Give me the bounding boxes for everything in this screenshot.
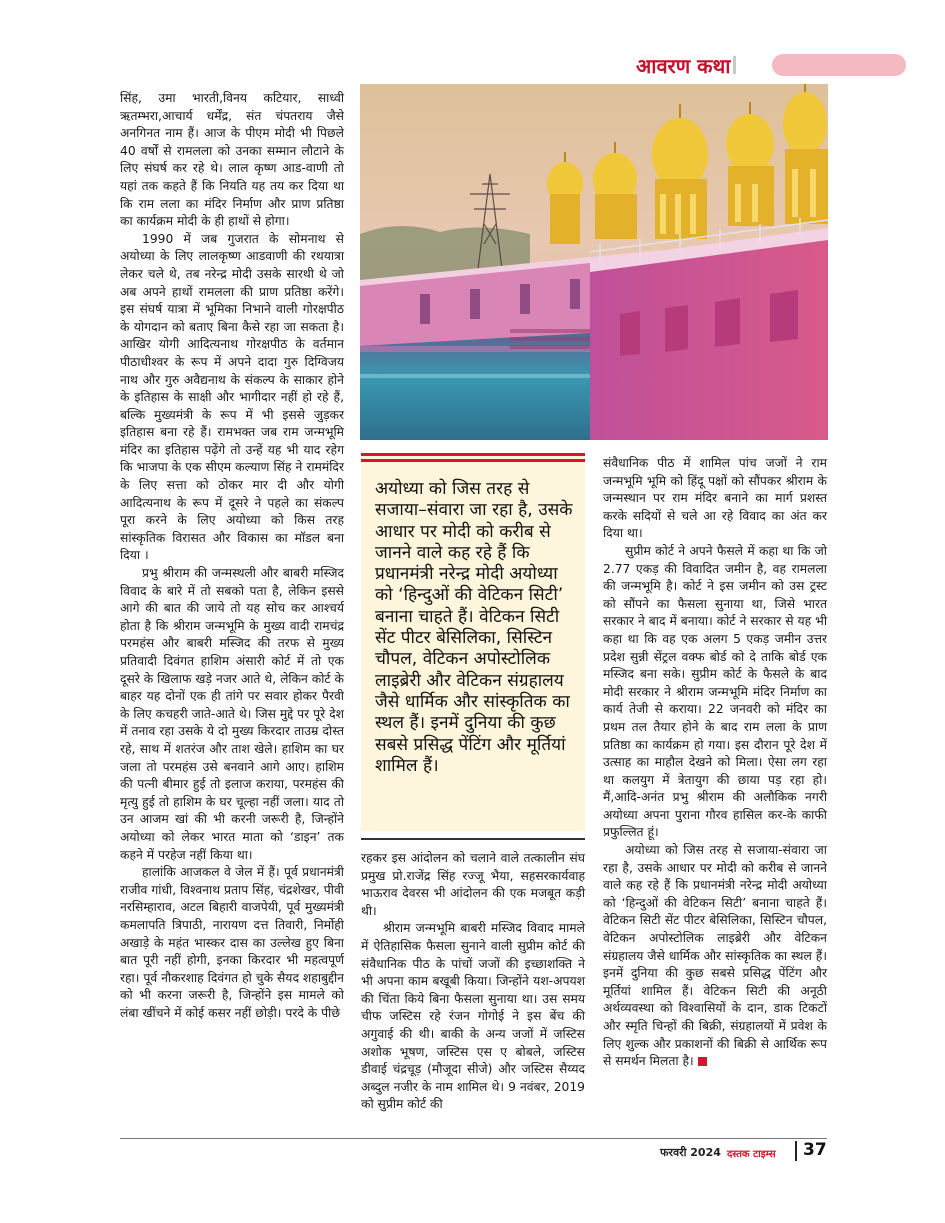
paragraph: 1990 में जब गुजरात के सोमनाथ से अयोध्या के लिए लालकृष्ण आडवाणी की रथयात्रा लेकर चले थे, तब नरेन्द्र मोदी उसके सारथी थे जो अब अपने हाथों रामलला की प्राण प्रतिष्ठा करेंगे। इस संघर्ष यात्रा में भूमिका निभाने वाली गोरक्षपीठ के योगदान को बताए बिना कैसे रहा जा सकता है। आखिर योगी आदित्यनाथ गोरक्षपीठ के वर्तमान पीठाधीश्वर के रूप में अपने दादा गुरु दिग्विजय नाथ और गुरु अवैद्यनाथ के संकल्प के साकार होने के इतिहास के साक्षी और भागीदार नहीं हो रहे हैं, बल्कि मुख्यमंत्री के रूप में भी इससे जुड़कर इतिहास बना रहे हैं। रामभक्त जब राम जन्मभूमि मंदिर का इतिहास पढ़ेंगे तो उन्हें यह भी याद रहेग कि भाजपा के एक सीएम कल्याण सिंह ने राममंदिर के लिए सत्ता को ठोकर मार दी और योगी आदित्यनाथ के रूप में दूसरे ने पहले का संकल्प पूरा करने के लिए अयोध्या को किस तरह सांस्कृतिक विरासत और विकास का मॉडल बना दिया । — [120, 231, 344, 563]
paragraph: संवैधानिक पीठ में शामिल पांच जजों ने राम जन्मभूमि भूमि को हिंदू पक्षों को सौंपकर श्रीराम के जन्मस्थान पर राम मंदिर बनाने का मार्ग प्रशस्त करके सदियों से चले आ रहे विवाद का अंत कर दिया था। — [603, 456, 827, 541]
paragraph: रहकर इस आंदोलन को चलाने वाले तत्कालीन संघ प्रमुख प्रो.राजेंद्र सिंह रज्जू भैया, सहसरकार्यवाह भाऊराव देवरस भी आंदोलन की एक मजबूत कड़ी थी। — [361, 851, 585, 918]
paragraph: श्रीराम जन्मभूमि बाबरी मस्जिद विवाद मामले में ऐतिहासिक फैसला सुनाने वाली सुप्रीम कोर्ट की संवैधानिक पीठ के पांचों जजों की इच्छाशक्ति ने भी अपना काम बखूबी किया। जिन्होंने यश-अपयश की चिंता किये बिना फैसला सुनाया था। उस समय चीफ जस्टिस रहे रंजन गोगोई ने इस बेंच की अगुवाई की थी। बाकी के अन्य जजों में जस्टिस अशोक भूषण, जस्टिस एस ए बोबले, जस्टिस डीवाई चंद्रचूड़ (मौजूदा सीजे) और जस्टिस सैय्यद अब्दुल नजीर के नाम शामिल थे। 9 नवंबर, 2019 को सुप्रीम कोर्ट की — [361, 921, 585, 1112]
section-tab-decoration — [772, 54, 906, 76]
end-mark-icon — [698, 1057, 707, 1066]
footer-separator — [795, 1141, 797, 1161]
paragraph: सिंह, उमा भारती,विनय कटियार, साध्वी ऋतम्भरा,आचार्य धर्मेंद्र, संत चंपतराय जैसे अनगिनत नाम हैं। आज के पीएम मोदी भी पिछले 40 वर्षों से रामलला को उनका सम्मान लौटाने के लिए संघर्ष कर रहे थे। लाल कृष्ण आड-वाणी तो यहां तक कहते हैं कि नियति यह तय कर दिया था कि राम लला का मंदिर निर्माण और प्राण प्रतिष्ठा का कार्यक्रम मोदी के ही हाथों से होगा। — [120, 91, 344, 229]
pull-quote-text: अयोध्या को जिस तरह से सजाया–संवारा जा रहा है, उसके आधार पर मोदी को करीब से जानने वाले कह रहे हैं कि प्रधानमंत्री नरेन्द्र मोदी अयोध्या को ‘हिन्दुओं की वेटिकन सिटी’ बनाना चाहते हैं। वेटिकन सिटी सेंट पीटर बेसिलिका, सिस्टिन चौपल, वेटिकन अपोस्टोलिक लाइब्रेरी और वेटिकन संग्रहालय जैसे धार्मिक और सांस्कृतिक का स्थल हैं। इनमें दुनिया की कुछ सबसे प्रसिद्ध पेंटिंग और मूर्तियां शामिल हैं। — [375, 479, 573, 776]
article-column-2 — [361, 850, 585, 1114]
article-column-3 — [603, 455, 827, 1071]
quote-rule-top-2 — [361, 459, 585, 462]
pull-quote — [361, 453, 585, 831]
paragraph: हालांकि आजकल वे जेल में हैं। पूर्व प्रधानमंत्री राजीव गांधी, विश्वनाथ प्रताप सिंह, चंद्रशेखर, पीवी नरसिम्हाराव, अटल बिहारी वाजपेयी, पूर्व मुख्यमंत्री कमलापति त्रिपाठी, नारायण दत्त तिवारी, निर्मोही अखाड़े के महंत भास्कर दास का उल्लेख हुए बिना बात पूरी नहीं होगी, इनका किरदार भी महत्वपूर्ण रहा। पूर्व नौकरशाह दिवंगत हो चुके सैयद शहाबुद्दीन को भी करना जरूरी है, जिन्होंने इस मामले को लंबा खींचने में कोई कसर नहीं छोड़ी। परदे के पीछे — [120, 865, 344, 1020]
quote-rule-bottom — [361, 838, 585, 840]
paragraph — [603, 842, 827, 1071]
footer-rule — [120, 1138, 827, 1139]
page-number: 37 — [803, 1140, 827, 1160]
quote-rule-top — [361, 453, 585, 456]
paragraph: प्रभु श्रीराम की जन्मस्थली और बाबरी मस्जिद विवाद के बारे में तो सबको पता है, लेकिन इससे आगे की बात की जाये तो यह सोच कर आश्चर्य होता है कि श्रीराम जन्मभूमि के मुख्य वादी रामचंद्र परमहंस और बाबरी मस्जिद की तरफ से मुख्य प्रतिवादी दिवंगत हाशिम अंसारी कोर्ट में तो एक दूसरे के खिलाफ खड़े नजर आते थे, लेकिन कोर्ट के बाहर यह दोनों एक ही तांगे पर सवार होकर पैरवी के लिए कचहरी जाते-आते थे। जिस मुद्दे पर पूरे देश में तनाव रहा उसके ये दो मुख्य किरदार ताउम्र दोस्त रहे, साथ में शतरंज और ताश खेले। हाशिम का घर जला तो परमहंस उसे बनवाने आगे आए। हाशिम की पत्नी बीमार हुई तो इलाज कराया, परमहंस की मृत्यु हुई तो हाशिम के घर चूल्हा नहीं जला। याद तो उन आजम खां की भी करनी जरूरी है, जिन्होंने अयोध्या को लेकर भारत माता को ‘डाइन’ तक कहने में परहेज नहीं किया था। — [120, 566, 344, 862]
article-column-1 — [120, 90, 344, 1022]
paragraph-text: अयोध्या को जिस तरह से सजाया-संवारा जा रहा है, उसके आधार पर मोदी को करीब से जानने वाले कह रहे हैं कि प्रधानमंत्री नरेन्द्र मोदी अयोध्या को ‘हिन्दुओं की वेटिकन सिटी’ बनाना चाहते हैं। वेटिकन सिटी सेंट पीटर बेसिलिका, सिस्टिन चौपल, वेटिकन अपोस्टोलिक लाइब्रेरी और वेटिकन संग्रहालय जैसे धार्मिक और सांस्कृतिक का स्थल हैं। इनमें दुनिया की कुछ सबसे प्रसिद्ध पेंटिंग और मूर्तियां शामिल हैं। वेटिकन सिटी की अनूठी अर्थव्यवस्था को विश्वासियों के दान, डाक टिकटों और स्मृति चिन्हों की बिक्री, संग्रहालयों में प्रवेश के लिए शुल्क और प्रकाशनों की बिक्री से आर्थिक रूप से समर्थन मिलता है। — [603, 843, 827, 1069]
ayodhya-ghat-photo — [360, 84, 828, 440]
paragraph: सुप्रीम कोर्ट ने अपने फैसले में कहा था कि जो 2.77 एकड़ की विवादित जमीन है, वह रामलला की जन्मभूमि है। कोर्ट ने इस जमीन को उस ट्रस्ट को सौंपने का फैसला सुनाया था, जिसे भारत सरकार ने बाद में बनाया। कोर्ट ने सरकार से यह भी कहा था कि वह एक अलग 5 एकड़ जमीन उत्तर प्रदेश सुन्नी सेंट्रल वक्फ बोर्ड को दे ताकि बोर्ड एक मस्जिद बना सके। सुप्रीम कोर्ट के फैसले के बाद मोदी सरकार ने श्रीराम जन्मभूमि मंदिर निर्माण का कार्य तेजी से कराया। 22 जनवरी को मंदिर का प्रथम तल तैयार होने के बाद राम लला के प्राण प्रतिष्ठा का कार्यक्रम हो गया। इस दौरान पूरे देश में उत्साह का माहौल देखने को मिला। ऐसा लग रहा था कलयुग में त्रेतायुग की छाया पड़ रहा हो। मैं,आदि-अनंत प्रभु श्रीराम की अलौकिक नगरी अयोध्या अपना पुराना गौरव हासिल कर-के काफी प्रफुल्लित हूं। — [603, 543, 827, 840]
section-divider — [733, 56, 736, 74]
section-title: आवरण कथा — [636, 54, 731, 78]
issue-date: फरवरी 2024 — [660, 1146, 721, 1159]
magazine-logo: दस्तक टाइम्स — [727, 1149, 776, 1160]
